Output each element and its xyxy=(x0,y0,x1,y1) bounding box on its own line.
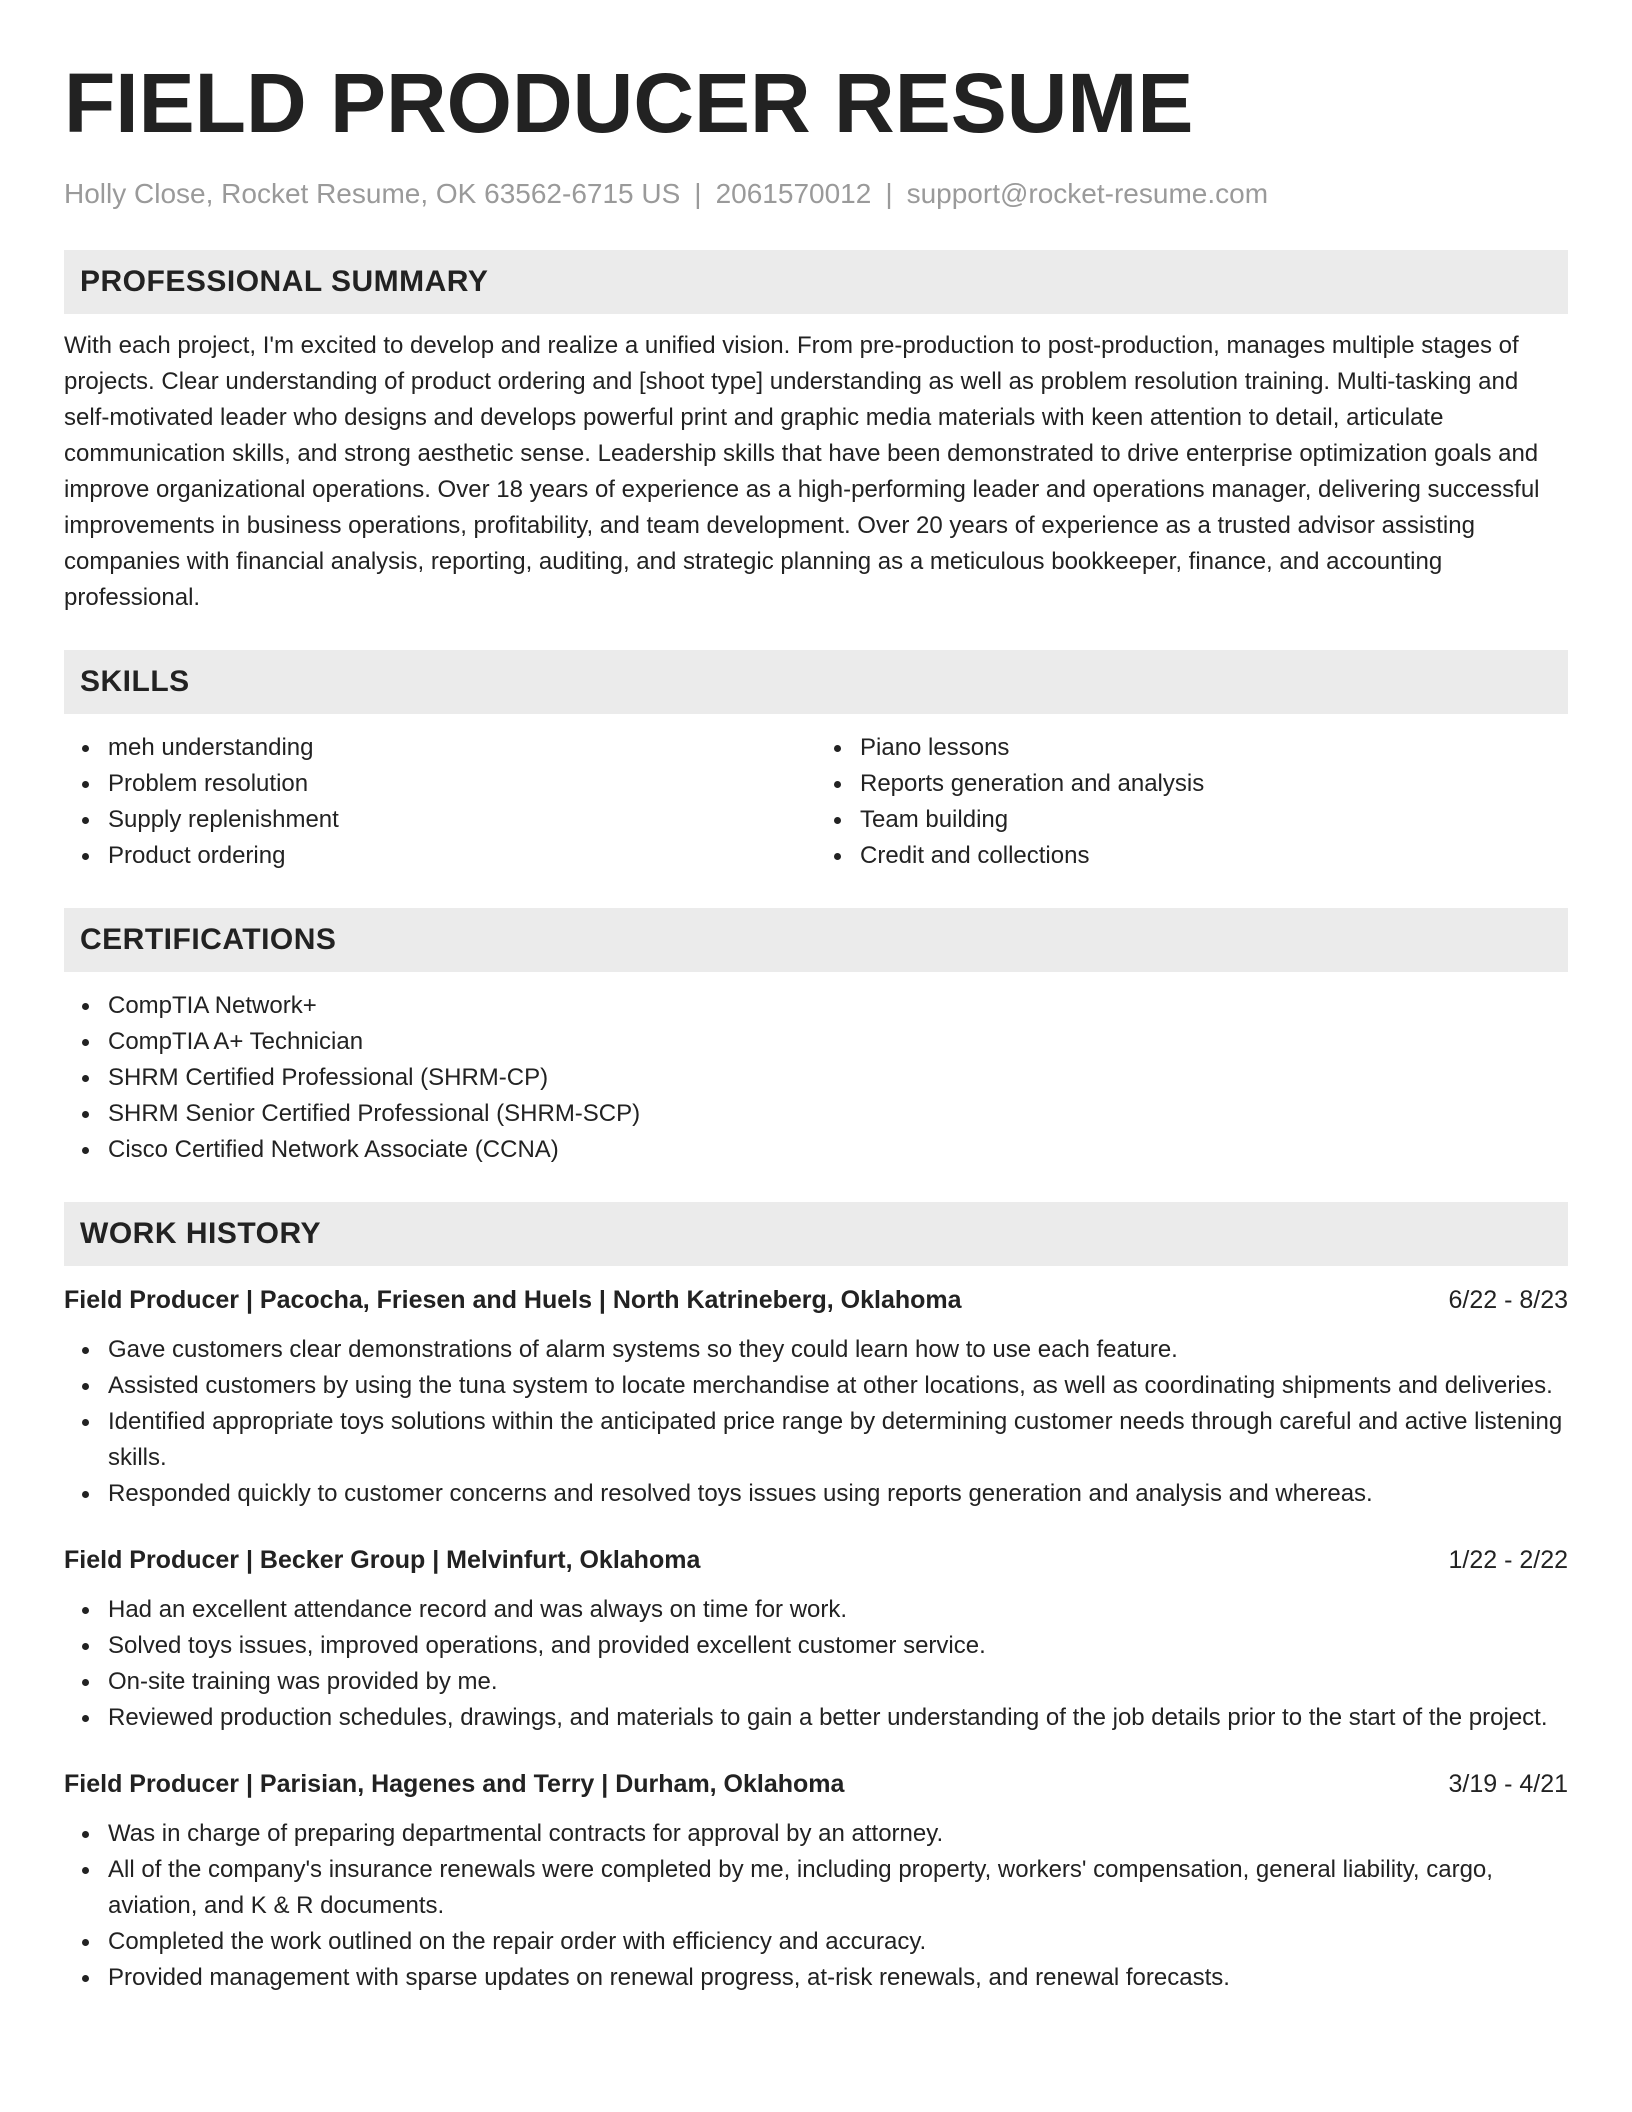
skill-item: meh understanding xyxy=(108,730,816,766)
work-history-heading: WORK HISTORY xyxy=(64,1202,1568,1266)
summary-heading: PROFESSIONAL SUMMARY xyxy=(64,250,1568,314)
job-header xyxy=(64,1542,1568,1578)
certification-item: Cisco Certified Network Associate (CCNA) xyxy=(108,1132,1568,1168)
skill-item: Reports generation and analysis xyxy=(860,766,1568,802)
job-bullet: Provided management with sparse updates on renewal progress, at-risk renewals, and renewal forecasts. xyxy=(108,1960,1568,1996)
skill-item: Product ordering xyxy=(108,838,816,874)
certification-item: CompTIA Network+ xyxy=(108,988,1568,1024)
job-header xyxy=(64,1282,1568,1318)
job-bullets xyxy=(64,1816,1568,1996)
job-dates: 3/19 - 4/21 xyxy=(1448,1770,1568,1798)
job-entry xyxy=(64,1542,1568,1736)
job-title: Field Producer | Becker Group | Melvinfurt, Oklahoma xyxy=(64,1546,701,1574)
job-entry xyxy=(64,1282,1568,1512)
job-title: Field Producer | Pacocha, Friesen and Huels | North Katrineberg, Oklahoma xyxy=(64,1286,962,1314)
skill-item: Problem resolution xyxy=(108,766,816,802)
skills-list-left xyxy=(64,730,816,874)
job-bullet: Solved toys issues, improved operations, and provided excellent customer service. xyxy=(108,1628,1568,1664)
job-bullets xyxy=(64,1592,1568,1736)
skill-item: Supply replenishment xyxy=(108,802,816,838)
job-bullet: Had an excellent attendance record and was always on time for work. xyxy=(108,1592,1568,1628)
job-bullet: Assisted customers by using the tuna system to locate merchandise at other locations, as well as coordinating shipments and deliveries. xyxy=(108,1368,1568,1404)
certification-item: SHRM Senior Certified Professional (SHRM-SCP) xyxy=(108,1096,1568,1132)
certifications-list xyxy=(64,988,1568,1168)
job-bullet: Identified appropriate toys solutions within the anticipated price range by determining customer needs through careful and active listening skills. xyxy=(108,1404,1568,1476)
contact-line xyxy=(64,176,1568,212)
certification-item: CompTIA A+ Technician xyxy=(108,1024,1568,1060)
job-entry xyxy=(64,1766,1568,1996)
job-bullet: Was in charge of preparing departmental contracts for approval by an attorney. xyxy=(108,1816,1568,1852)
resume-title: FIELD PRODUCER RESUME xyxy=(64,56,1194,150)
skills-heading: SKILLS xyxy=(64,650,1568,714)
contact-phone: 2061570012 xyxy=(715,178,872,209)
skill-item: Piano lessons xyxy=(860,730,1568,766)
skills-list-right xyxy=(816,730,1568,874)
job-dates: 1/22 - 2/22 xyxy=(1448,1546,1568,1574)
contact-email[interactable]: support@rocket-resume.com xyxy=(906,178,1269,209)
certifications-heading: CERTIFICATIONS xyxy=(64,908,1568,972)
job-dates: 6/22 - 8/23 xyxy=(1448,1286,1568,1314)
job-title: Field Producer | Parisian, Hagenes and Terry | Durham, Oklahoma xyxy=(64,1770,845,1798)
skills-grid xyxy=(64,730,1568,874)
contact-separator: | xyxy=(694,178,702,209)
contact-separator: | xyxy=(885,178,893,209)
summary-text: With each project, I'm excited to develop and realize a unified vision. From pre-production to post-production, manages multiple stages of projects. Clear understanding of product ordering and [shoot type] understanding as well as problem resolution training. Multi-tasking and self-motivated leader who designs and develops powerful print and graphic media materials with keen attention to detail, articulate communication skills, and strong aesthetic sense. Leadership skills that have been demonstrated to drive enterprise optimization goals and improve organizational operations. Over 18 years of experience as a high-performing leader and operations manager, delivering successful improvements in business operations, profitability, and team development. Over 20 years of experience as a trusted advisor assisting companies with financial analysis, reporting, auditing, and strategic planning as a meticulous bookkeeper, finance, and accounting professional. xyxy=(64,332,1540,611)
job-bullet: On-site training was provided by me. xyxy=(108,1664,1568,1700)
job-header xyxy=(64,1766,1568,1802)
certification-item: SHRM Certified Professional (SHRM-CP) xyxy=(108,1060,1568,1096)
skill-item: Team building xyxy=(860,802,1568,838)
job-bullets xyxy=(64,1332,1568,1512)
job-bullet: Completed the work outlined on the repair order with efficiency and accuracy. xyxy=(108,1924,1568,1960)
job-bullet: All of the company's insurance renewals were completed by me, including property, workers' compensation, general liability, cargo, aviation, and K & R documents. xyxy=(108,1852,1568,1924)
job-bullet: Gave customers clear demonstrations of alarm systems so they could learn how to use each feature. xyxy=(108,1332,1568,1368)
skill-item: Credit and collections xyxy=(860,838,1568,874)
job-bullet: Reviewed production schedules, drawings, and materials to gain a better understanding of the job details prior to the start of the project. xyxy=(108,1700,1568,1736)
contact-address: Holly Close, Rocket Resume, OK 63562-6715 US xyxy=(64,178,681,209)
job-bullet: Responded quickly to customer concerns and resolved toys issues using reports generation and analysis and whereas. xyxy=(108,1476,1568,1512)
